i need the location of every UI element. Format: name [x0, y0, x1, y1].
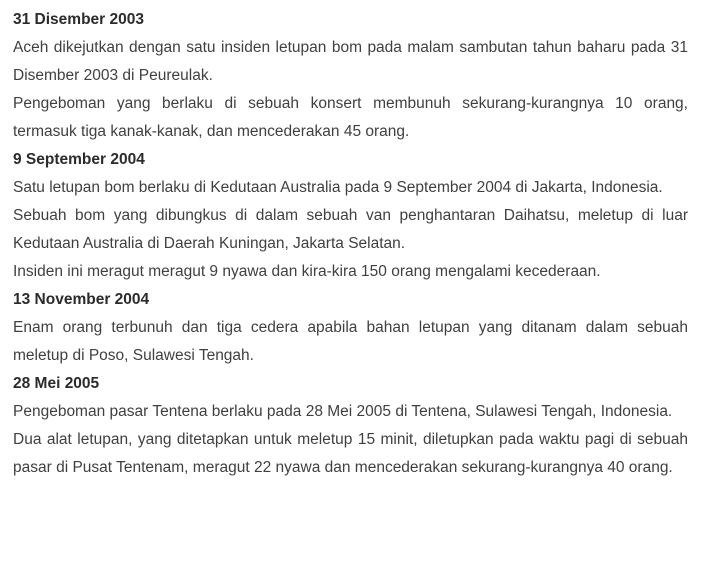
entry-paragraph: Aceh dikejutkan dengan satu insiden letupan bom pada malam sambutan tahun baharu pada 31 Disember 2003 di Peureulak.	[13, 39, 688, 84]
entry-date: 31 Disember 2003	[13, 11, 144, 28]
entry-date: 28 Mei 2005	[13, 375, 100, 392]
timeline-entry	[13, 286, 688, 370]
entry-date: 13 November 2004	[13, 291, 150, 308]
entry-paragraph: Enam orang terbunuh dan tiga cedera apabila bahan letupan yang ditanam dalam sebuah meletup di Poso, Sulawesi Tengah.	[13, 319, 688, 364]
entry-paragraph: Satu letupan bom berlaku di Kedutaan Australia pada 9 September 2004 di Jakarta, Indonesia.	[13, 179, 663, 196]
timeline-entry	[13, 370, 688, 482]
entry-date: 9 September 2004	[13, 151, 145, 168]
entry-paragraph: Pengeboman pasar Tentena berlaku pada 28 Mei 2005 di Tentena, Sulawesi Tengah, Indonesia.	[13, 403, 673, 420]
entry-paragraph: Insiden ini meragut meragut 9 nyawa dan kira-kira 150 orang mengalami kecederaan.	[13, 263, 601, 280]
timeline-entry	[13, 146, 688, 286]
entry-paragraph: Sebuah bom yang dibungkus di dalam sebuah van penghantaran Daihatsu, meletup di luar Kedutaan Australia di Daerah Kuningan, Jakarta Selatan.	[13, 207, 688, 252]
timeline-entry	[13, 6, 688, 146]
entry-paragraph: Dua alat letupan, yang ditetapkan untuk meletup 15 minit, diletupkan pada waktu pagi di sebuah pasar di Pusat Tentenam, meragut 22 nyawa dan mencederakan sekurang-kurangnya 40 orang.	[13, 431, 688, 476]
entry-paragraph: Pengeboman yang berlaku di sebuah konsert membunuh sekurang-kurangnya 10 orang, termasuk tiga kanak-kanak, dan mencederakan 45 orang.	[13, 95, 688, 140]
article-body	[13, 6, 688, 482]
